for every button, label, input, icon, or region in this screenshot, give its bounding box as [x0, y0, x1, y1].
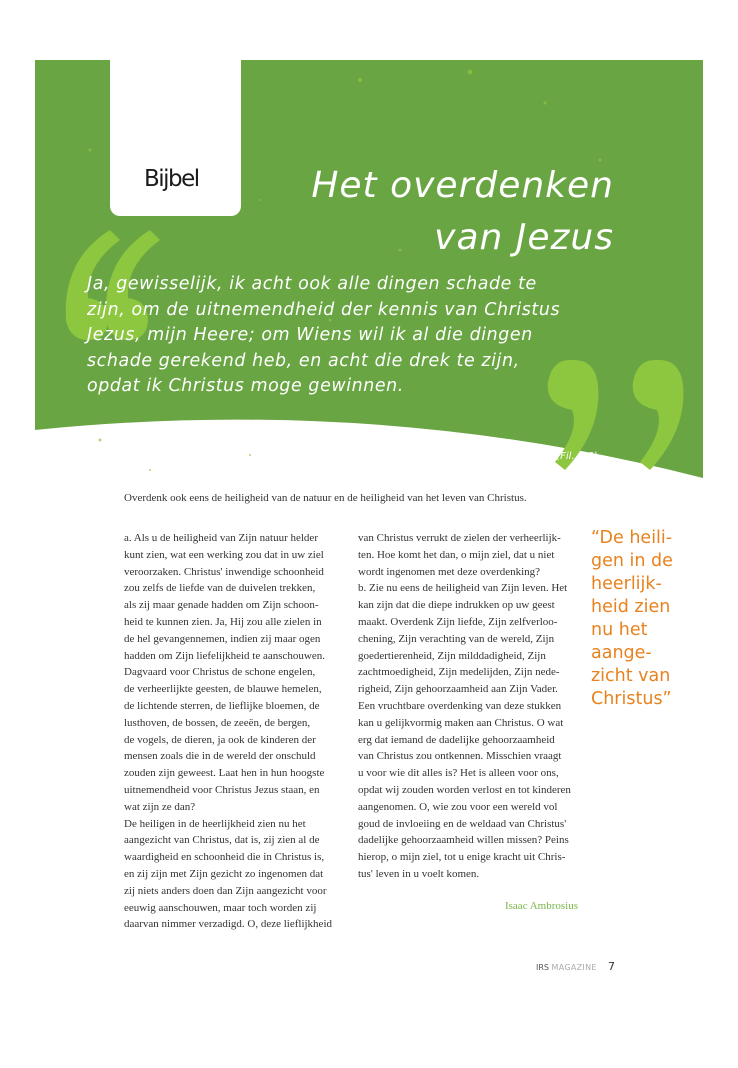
text-line: aangezicht van Christus, dat is, zij zien al de	[124, 834, 320, 847]
text-line: kan u gelijkvormig maken aan Christus. O wat	[358, 716, 564, 729]
text-line: als zij maar genade hadden om Zijn schoon-	[124, 599, 319, 612]
article-intro: Overdenk ook eens de heiligheid van de natuur en de heiligheid van het leven van Christus.	[124, 492, 527, 504]
text-line: righeid, Zijn gehoorzaamheid aan Zijn Vader.	[358, 683, 558, 696]
text-line: van Christus verrukt de zielen der verheerlijk-	[358, 532, 561, 544]
text-line: opdat wij zouden worden verlost en tot kinderen	[358, 783, 571, 796]
footer-brand-irs: IRS	[536, 963, 549, 972]
verse-line: schade gerekend heb, en acht die drek te zijn,	[87, 350, 520, 371]
text-line: ten. Hoe komt het dan, o mijn ziel, dat u niet	[358, 548, 555, 561]
text-line: mensen zoals die in de wereld der onschuld	[124, 750, 316, 763]
text-line: veroorzaken. Christus' inwendige schoonheid	[124, 565, 324, 578]
footer-brand-magazine: MAGAZINE	[551, 963, 597, 972]
title-line: Het overdenken	[311, 165, 614, 206]
text-line: de hel gevangennemen, indien zij maar ogen	[124, 632, 321, 645]
pull-quote-line: zicht van	[591, 666, 671, 686]
pull-quote-line: heid zien	[591, 597, 671, 617]
text-line: de vogels, de dieren, ja ook de kinderen der	[124, 733, 316, 746]
text-line: wat zijn ze dan?	[124, 800, 196, 813]
text-line: dadelijke gehoorzaamheid willen missen? Peins	[358, 834, 569, 847]
text-line: wordt ingenomen met deze overdenking?	[358, 565, 541, 578]
section-label: Bijbel	[144, 166, 199, 192]
verse-line: opdat ik Christus moge gewinnen.	[87, 376, 404, 396]
pull-quote-line: “De heili-	[591, 528, 673, 548]
text-line: daarvan nimmer verzadigd. O, deze lieflijkheid	[124, 918, 332, 931]
text-line: a. Als u de heiligheid van Zijn natuur helder	[124, 532, 318, 544]
text-line: eeuwig aanschouwen, maar toch worden zij	[124, 901, 317, 914]
text-line: Dagvaard voor Christus de schone engelen,	[124, 666, 316, 679]
text-line: erg dat iemand de dadelijke gehoorzaamheid	[358, 733, 555, 746]
section-tab	[110, 60, 241, 216]
verse-line: Ja, gewisselijk, ik acht ook alle dingen schade te	[87, 274, 537, 294]
verse-line: Jezus, mijn Heere; om Wiens wil ik al die dingen	[87, 325, 533, 345]
text-line: De heiligen in de heerlijkheid zien nu het	[124, 817, 306, 830]
text-line: zij niets anders doen dan Zijn aangezicht voor	[124, 884, 327, 897]
text-line: zachtmoedigheid, Zijn medelijden, Zijn nede-	[358, 666, 560, 679]
text-line: Een vruchtbare overdenking van deze stukken	[358, 699, 562, 712]
text-line: goud de invloeiing en de weldaad van Christus'	[358, 817, 567, 830]
text-line: lusthoven, de bossen, de zeeën, de bergen,	[124, 716, 311, 729]
text-line: u voor wie dit alles is? Het is alleen voor ons,	[358, 767, 559, 780]
pull-quote-line: aange-	[591, 643, 652, 663]
text-line: en zij zijn met Zijn gezicht zo ingenomen dat	[124, 867, 324, 880]
text-line: zou zelfs de liefde van de duivelen trekken,	[124, 582, 316, 595]
verse-reference: (Fil. 3:8).	[556, 451, 601, 462]
text-line: hierop, o mijn ziel, tot u enige kracht uit Chris-	[358, 851, 566, 864]
text-line: zouden zijn geweest. Laat hen in hun hoogste	[124, 767, 325, 780]
text-line: kan zijn dat die diepe indrukken op uw geest	[358, 599, 555, 612]
pull-quote-line: gen in de	[591, 551, 673, 571]
text-line: maakt. Overdenk Zijn liefde, Zijn zelfverloo-	[358, 615, 558, 628]
text-line: hadden om Zijn liefelijkheid te aanschouwen.	[124, 649, 325, 662]
article-author: Isaac Ambrosius	[504, 900, 578, 912]
article-column-1	[124, 530, 332, 933]
text-line: b. Zie nu eens de heiligheid van Zijn leven. Het	[358, 582, 568, 595]
footer-brand	[536, 963, 597, 972]
verse-line: zijn, om de uitnemendheid der kennis van Christus	[87, 299, 561, 320]
text-line: waardigheid en schoonheid die in Christus is,	[124, 851, 325, 864]
text-line: van Christus zou ontkennen. Misschien vraagt	[358, 750, 562, 763]
pull-quote-line: nu het	[591, 620, 648, 640]
pull-quote-line: Christus”	[591, 689, 672, 709]
text-line: uitnemendheid voor Christus Jezus staan, en	[124, 783, 320, 796]
page-number: 7	[608, 960, 615, 973]
article-column-2	[358, 530, 571, 883]
text-line: kunt zien, wat een werking zou dat in uw ziel	[124, 548, 324, 561]
text-line: de lichtende sterren, de lieflijke bloemen, de	[124, 699, 320, 712]
bible-verse	[87, 272, 607, 400]
pull-quote-line: heerlijk-	[591, 574, 662, 594]
text-line: aangenomen. O, wie zou voor een wereld vol	[358, 800, 558, 813]
text-line: de verheerlijkte geesten, de blauwe hemelen,	[124, 683, 322, 696]
pull-quote	[591, 527, 673, 711]
text-line: goedertierenheid, Zijn milddadigheid, Zijn	[358, 649, 546, 662]
text-line: tus' leven in u voelt komen.	[358, 867, 480, 880]
title-line: van Jezus	[434, 217, 614, 258]
text-line: heid te kunnen zien. Ja, Hij zou alle zielen in	[124, 615, 322, 628]
page-title	[311, 160, 614, 264]
text-line: chening, Zijn verachting van de wereld, Zijn	[358, 632, 555, 645]
